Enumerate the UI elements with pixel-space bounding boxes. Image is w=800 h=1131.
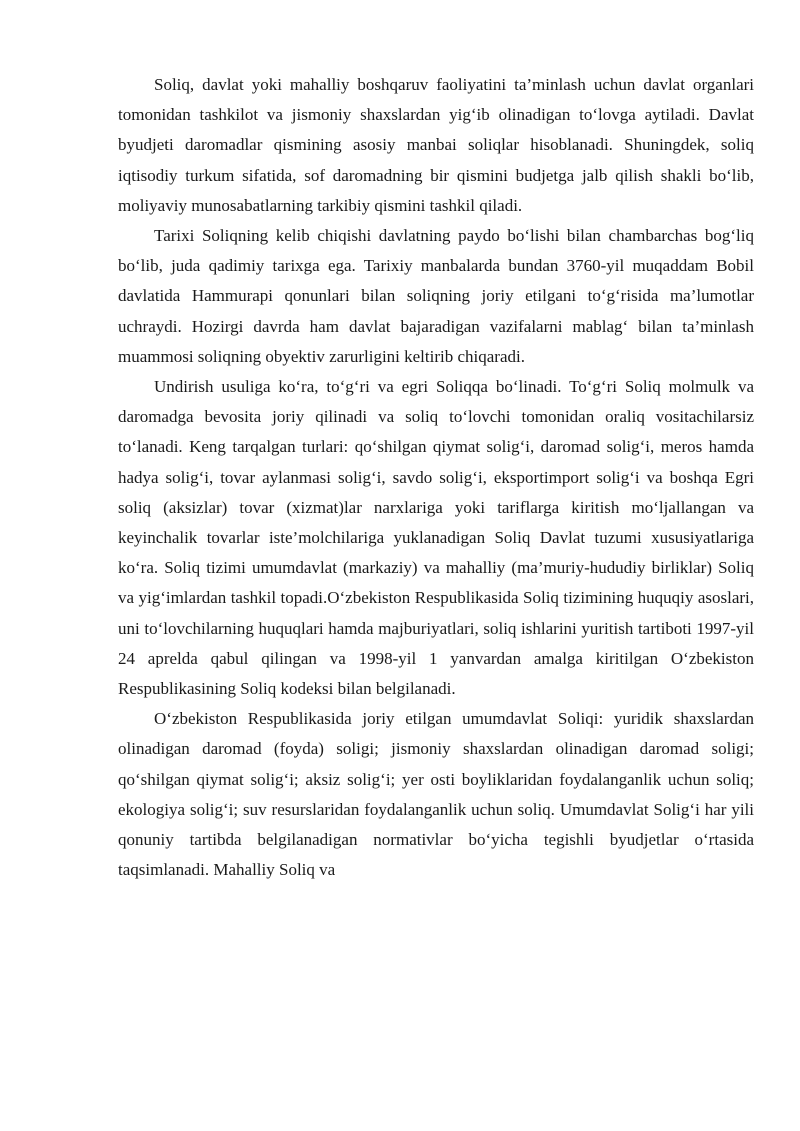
- paragraph-classification: Undirish usuliga ko‘ra, to‘g‘ri va egri Soliqqa bo‘linadi. To‘g‘ri Soliq molmulk va daromadga bevosita joriy qilinadi va soliq to‘lovchi tomonidan oraliq vositachilarsiz to‘lanadi. Keng tarqalgan turlari: qo‘shilgan qiymat solig‘i, daromad solig‘i, meros hamda hadya solig‘i, tovar aylanmasi solig‘i, savdo solig‘i, eksportimport solig‘i va boshqa Egri soliq (aksizlar) tovar (xizmat)lar narxlariga yoki tariflarga kiritish mo‘ljallangan va keyinchalik tovarlar iste’molchilariga yuklanadigan Soliq Davlat tuzumi xususiyatlariga ko‘ra. Soliq tizimi umumdavlat (markaziy) va mahalliy (ma’muriy-hududiy birliklar) Soliq va yig‘imlardan tashkil topadi.O‘zbekiston Respublikasida Soliq tizimining huquqiy asoslari, uni to‘lovchilarning huquqlari hamda majburiyatlari, soliq ishlarini yuritish tartiboti 1997-yil 24 aprelda qabul qilingan va 1998-yil 1 yanvardan amalga kiritilgan O‘zbekiston Respublikasining Soliq kodeksi bilan belgilanadi.: [118, 377, 754, 699]
- document-body: [118, 70, 754, 885]
- paragraph-definition: Soliq, davlat yoki mahalliy boshqaruv faoliyatini ta’minlash uchun davlat organlari tomonidan tashkilot va jismoniy shaxslardan yig‘ib olinadigan to‘lovga aytiladi. Davlat byudjeti daromadlar qismining asosiy manbai soliqlar hisoblanadi. Shuningdek, soliq iqtisodiy turkum sifatida, sof daromadning bir qismini budjetga jalb qilish shakli bo‘lib, moliyaviy munosabatlarning tarkibiy qismini tashkil qiladi.: [118, 75, 754, 215]
- paragraph-state-taxes: O‘zbekiston Respublikasida joriy etilgan umumdavlat Soliqi: yuridik shaxslardan olinadigan daromad (foyda) soligi; jismoniy shaxslardan olinadigan daromad soligi; qo‘shilgan qiymat solig‘i; aksiz solig‘i; yer osti boyliklaridan foydalanganlik uchun soliq; ekologiya solig‘i; suv resurslaridan foydalanganlik uchun soliq. Umumdavlat Solig‘i har yili qonuniy tartibda belgilanadigan normativlar bo‘yicha tegishli byudjetlar o‘rtasida taqsimlanadi. Mahalliy Soliq va: [118, 709, 754, 880]
- paragraph-history: Tarixi Soliqning kelib chiqishi davlatning paydo bo‘lishi bilan chambarchas bog‘liq bo‘lib, juda qadimiy tarixga ega. Tarixiy manbalarda bundan 3760-yil muqaddam Bobil davlatida Hammurapi qonunlari bilan soliqning joriy etilgani to‘g‘risida ma’lumotlar uchraydi. Hozirgi davrda ham davlat bajaradigan vazifalarni mablag‘ bilan ta’minlash muammosi soliqning obyektiv zarurligini keltirib chiqaradi.: [118, 226, 754, 366]
